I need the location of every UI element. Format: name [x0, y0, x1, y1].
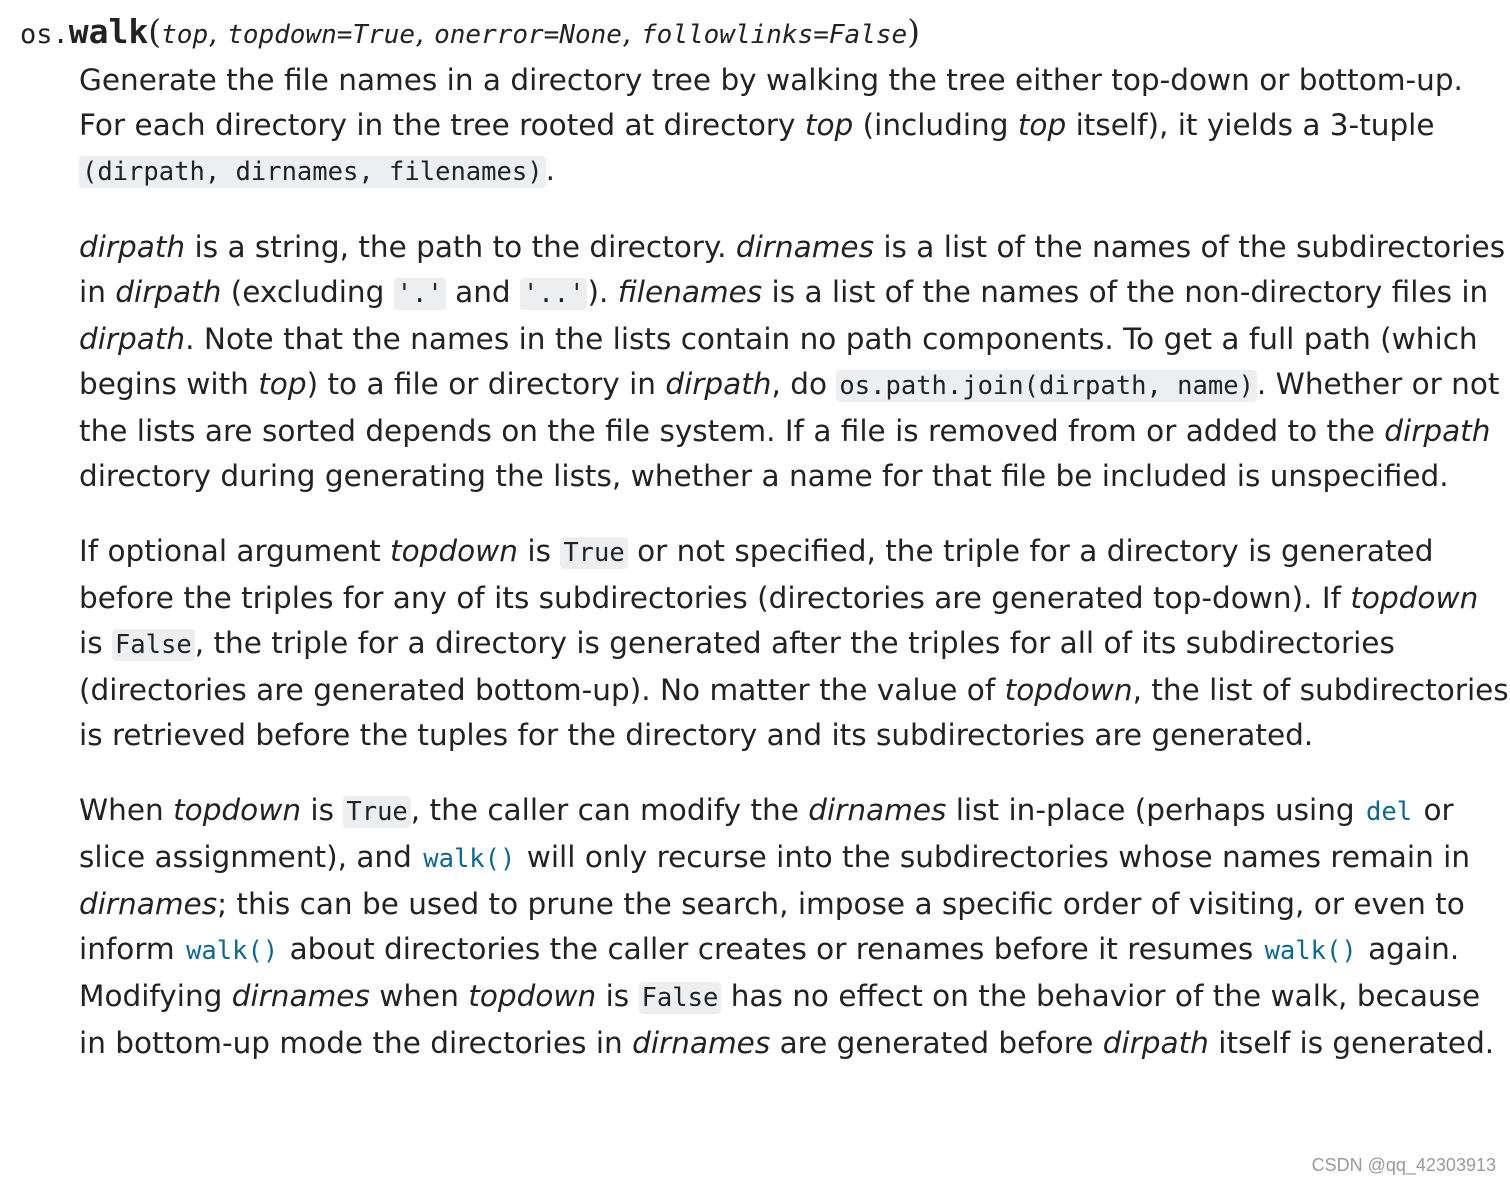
paragraph-tuple-contents: [79, 225, 1509, 499]
text: has no effect on the behavior of the walk, because in bottom-up mode the directories in: [79, 979, 1481, 1060]
text: ; this can be used to prune the search, impose a specific order of visiting, or even to inform: [79, 887, 1465, 966]
walk-link[interactable]: walk(): [1264, 936, 1357, 966]
param-ref: top: [804, 108, 854, 142]
walk-link[interactable]: walk(): [186, 936, 279, 966]
param-separator: ,: [621, 16, 642, 51]
inline-code: True: [560, 537, 627, 569]
inline-code: (dirpath, dirnames, filenames): [79, 156, 546, 188]
text: itself), it yields a 3-tuple: [1066, 108, 1435, 142]
param-ref: dirpath: [115, 275, 222, 309]
text: . Whether or not the lists are sorted depends on the file system. If a file is removed from or added to the: [79, 367, 1500, 448]
param-top: top: [161, 20, 209, 50]
text: or slice assignment), and: [79, 793, 1454, 874]
param-separator: ,: [208, 16, 228, 51]
inline-code: False: [112, 629, 195, 661]
param-ref: dirnames: [231, 979, 370, 1013]
param-ref: topdown: [390, 534, 518, 568]
text: ) to a file or directory in: [306, 367, 666, 401]
close-paren: ): [907, 12, 921, 51]
text: is: [596, 979, 639, 1013]
text: , the triple for a directory is generated after the triples for all of its subdirectories (directories are generated bottom-up). No matter the value of: [79, 626, 1395, 707]
text: again. Modifying: [79, 932, 1460, 1013]
inline-code: '.': [394, 278, 446, 310]
paragraph-overview: [79, 58, 1509, 195]
text: directory during generating the lists, whether a name for that file be included is unspecified.: [79, 459, 1449, 493]
text: is a list of the names of the subdirectories in: [79, 230, 1506, 309]
text: . Note that the names in the lists contain no path components. To get a full path (which begins with: [79, 322, 1478, 401]
param-ref: dirpath: [665, 367, 772, 401]
open-paren: (: [148, 12, 162, 51]
inline-code: '..': [520, 278, 587, 310]
text: .: [545, 153, 555, 187]
inline-code: False: [639, 982, 722, 1014]
text: will only recurse into the subdirectories whose names remain in: [517, 840, 1471, 874]
param-ref: dirnames: [735, 230, 874, 264]
inline-code: os.path.join(dirpath, name): [836, 370, 1257, 402]
param-followlinks: followlinks=False: [641, 20, 908, 50]
text: itself is generated.: [1208, 1026, 1495, 1060]
param-ref: topdown: [1350, 581, 1479, 615]
param-ref: topdown: [1004, 673, 1133, 707]
param-ref: dirpath: [79, 322, 186, 356]
del-link[interactable]: del: [1366, 797, 1413, 827]
param-ref: top: [258, 367, 307, 401]
text: When: [79, 793, 174, 827]
function-description: [79, 58, 1509, 1096]
text: , the list of subdirectories is retrieved before the tuples for the directory and its subdirectories are generated.: [79, 673, 1509, 752]
param-ref: dirpath: [1102, 1026, 1209, 1060]
text: and: [445, 275, 521, 309]
text: , do: [771, 367, 837, 401]
function-signature: [20, 10, 1500, 57]
text: ).: [587, 275, 618, 309]
text: If optional argument: [79, 534, 391, 568]
param-ref: topdown: [173, 793, 302, 827]
param-onerror: onerror=None: [434, 20, 622, 50]
param-ref: topdown: [468, 979, 597, 1013]
text: is: [301, 793, 344, 827]
text: or not specified, the triple for a directory is generated before the triples for any of its subdirectories (directories are generated top-down). If: [79, 534, 1434, 615]
module-prefix: os.: [20, 19, 69, 50]
text: is: [79, 626, 112, 660]
param-ref: filenames: [617, 275, 763, 309]
text: , the caller can modify the: [410, 793, 809, 827]
text: is a string, the path to the directory.: [185, 230, 736, 264]
text: (excluding: [221, 275, 394, 309]
param-ref: dirnames: [632, 1026, 771, 1060]
text: Generate the file names in a directory tree by walking the tree either top-down or bottom-up. For each directory in the tree rooted at directory: [79, 63, 1463, 142]
paragraph-topdown: [79, 529, 1509, 758]
function-name: walk: [68, 12, 149, 51]
text: is: [518, 534, 561, 568]
text: list in-place (perhaps using: [946, 793, 1365, 827]
text: about directories the caller creates or renames before it resumes: [280, 932, 1263, 966]
inline-code: True: [343, 796, 410, 828]
param-ref: top: [1017, 108, 1067, 142]
text: when: [369, 979, 469, 1013]
param-ref: dirnames: [79, 887, 218, 921]
text: is a list of the names of the non-directory files in: [762, 275, 1489, 309]
param-topdown: topdown=True: [227, 20, 416, 50]
text: (including: [853, 108, 1018, 142]
param-ref: dirnames: [808, 793, 947, 827]
text: are generated before: [770, 1026, 1103, 1060]
param-separator: ,: [415, 16, 435, 51]
param-ref: dirpath: [79, 230, 186, 264]
paragraph-modify-dirnames: [79, 788, 1509, 1066]
watermark: CSDN @qq_42303913: [1311, 1155, 1496, 1175]
param-ref: dirpath: [1384, 414, 1491, 448]
walk-link[interactable]: walk(): [423, 844, 516, 874]
